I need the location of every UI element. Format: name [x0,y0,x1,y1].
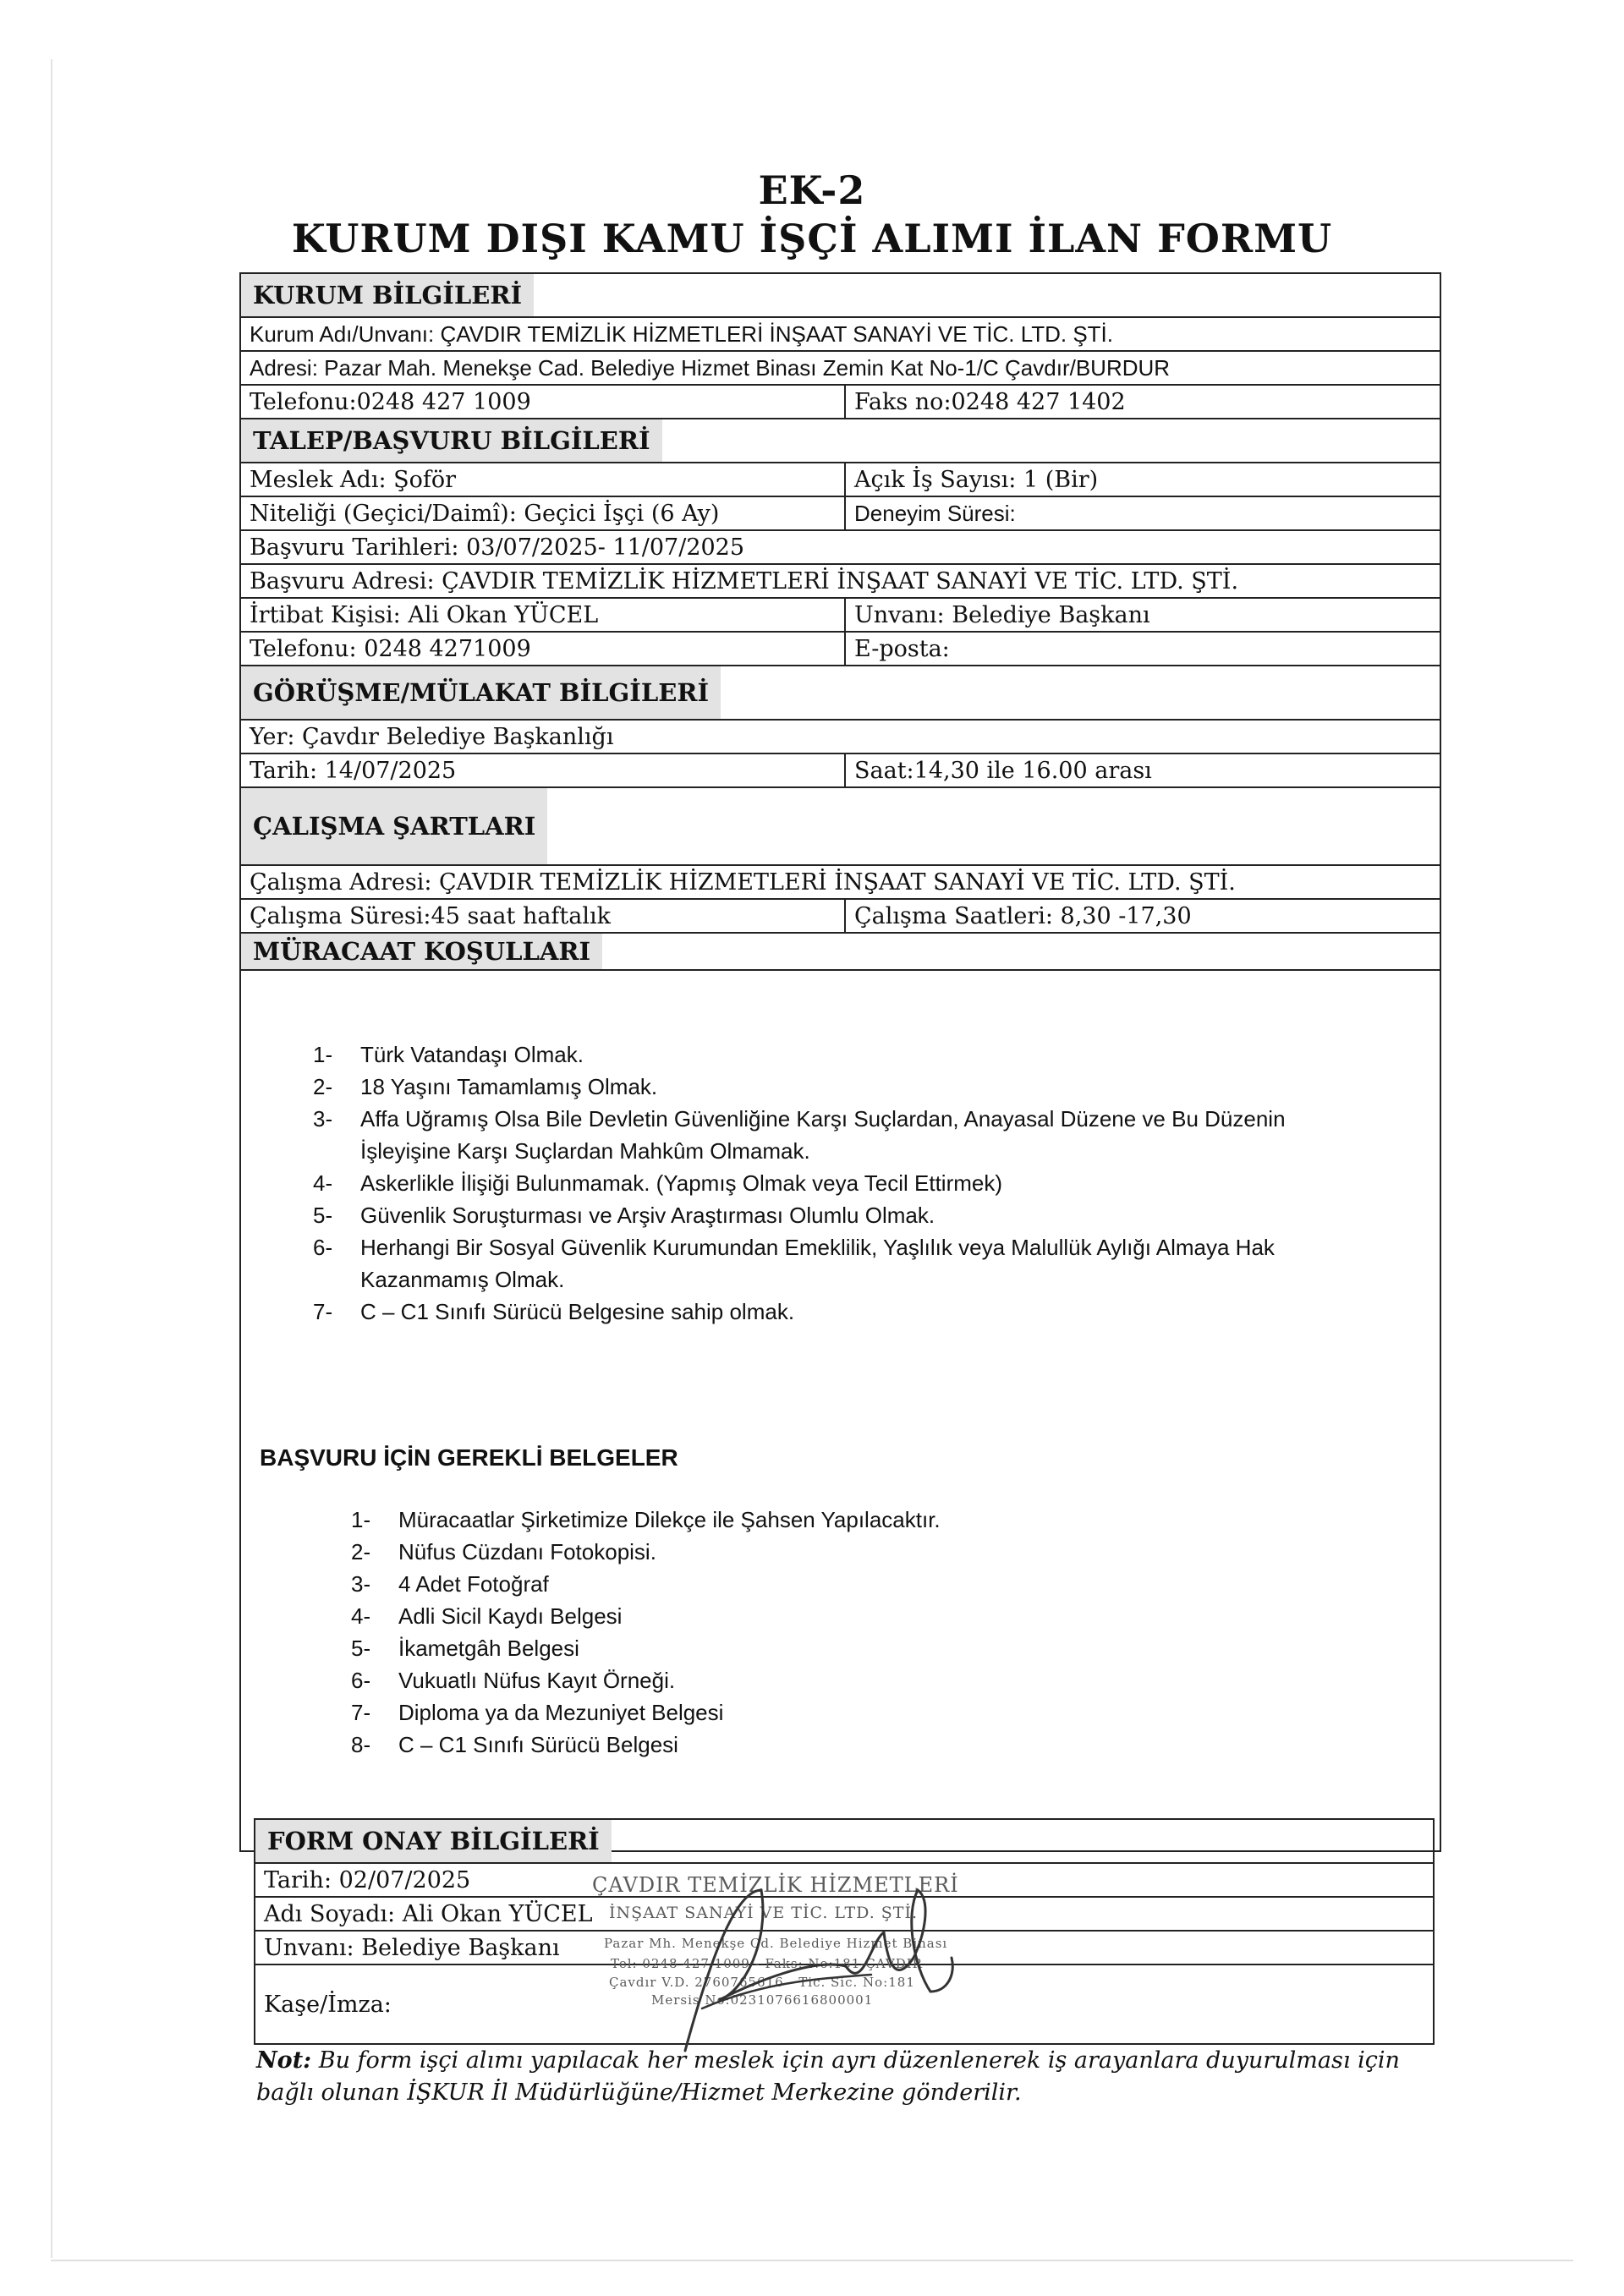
list-item [313,1199,1379,1231]
announcement-form [239,272,1441,1852]
item-text: Askerlikle İlişiği Bulunmamak. (Yapmış Olmak veya Tecil Ettirmek) [360,1170,1003,1196]
list-item [313,1103,1379,1167]
form-row [241,900,1440,934]
form-row [255,1932,1433,1965]
institution-phone: Telefonu:0248 427 1009 [241,386,846,418]
list-item [313,1038,1379,1071]
section-title: TALEP/BAŞVURU BİLGİLERİ [241,419,662,462]
form-row [241,497,1440,531]
section-header-interview [241,666,1440,721]
footer-note [256,2045,1432,2109]
institution-fax: Faks no:0248 427 1402 [854,388,1126,415]
list-item [351,1632,1281,1664]
item-text: Nüfus Cüzdanı Fotokopisi. [398,1539,656,1564]
institution-name: Kurum Adı/Unvanı: ÇAVDIR TEMİZLİK HİZMETLERİ İNŞAAT SANAYİ VE TİC. LTD. ŞTİ. [250,321,1113,347]
item-text: Adli Sicil Kaydı Belgesi [398,1603,623,1629]
list-item [351,1664,1281,1696]
stamp-line: İNŞAAT SANAYİ VE TİC. LTD. ŞTİ. [609,1904,919,1922]
profession: Meslek Adı: Şoför [241,463,846,496]
item-text: 4 Adet Fotoğraf [398,1571,549,1597]
documents-heading: BAŞVURU İÇİN GEREKLİ BELGELER [260,1444,678,1471]
contact-email: E-posta: [854,635,950,662]
stamp-line: ÇAVDIR TEMİZLİK HİZMETLERİ [592,1873,959,1897]
form-row [241,866,1440,900]
stamp-line: Tel: 0248 427 1009 - Faks: No:181-ÇAVDIR [611,1956,923,1971]
experience-duration: Deneyim Süresi: [854,500,1016,526]
conditions-list [313,1038,1379,1328]
form-row [241,531,1440,565]
work-duration: Çalışma Süresi:45 saat haftalık [241,900,846,932]
list-item [313,1167,1379,1199]
list-item [351,1568,1281,1600]
item-number: 7- [313,1299,333,1324]
item-text: Diploma ya da Mezuniyet Belgesi [398,1700,724,1725]
form-row [241,721,1440,754]
section-header-institution [241,274,1440,318]
work-address: Çalışma Adresi: ÇAVDIR TEMİZLİK HİZMETLERİ İNŞAAT SANAYİ VE TİC. LTD. ŞTİ. [250,869,1236,896]
form-row [255,1864,1433,1898]
stamp-line: Mersis No:0231076616800001 [651,1992,874,2008]
item-number: 3- [313,1106,333,1132]
list-item [351,1600,1281,1632]
item-number: 6- [313,1235,333,1260]
list-item [313,1231,1379,1296]
item-text: C – C1 Sınıfı Sürücü Belgesine sahip olmak. [360,1299,795,1324]
item-text: Herhangi Bir Sosyal Güvenlik Kurumundan Emeklilik, Yaşlılık veya Malullük Aylığı Almaya Hak Kazanmamış Olmak. [360,1235,1275,1292]
section-header-conditions [241,934,1440,971]
contact-person: İrtibat Kişisi: Ali Okan YÜCEL [241,599,846,631]
scan-edge-line [51,59,52,2258]
open-positions: Açık İş Sayısı: 1 (Bir) [854,466,1099,493]
job-nature: Niteliği (Geçici/Daimî): Geçici İşçi (6 Ay) [241,497,846,529]
work-hours: Çalışma Saatleri: 8,30 -17,30 [854,902,1192,929]
interview-place: Yer: Çavdır Belediye Başkanlığı [250,723,614,750]
form-row [241,352,1440,386]
institution-address: Adresi: Pazar Mah. Menekşe Cad. Belediye Hizmet Binası Zemin Kat No-1/C Çavdır/BURDUR [250,354,1171,381]
note-label: Not: [256,2047,312,2074]
stamp-line: Pazar Mh. Menekşe Cd. Belediye Hizmet Binası [604,1936,948,1951]
form-row [255,1965,1433,2043]
item-number: 1- [313,1042,333,1067]
item-number: 4- [351,1603,371,1629]
item-number: 8- [351,1732,371,1757]
item-number: 5- [351,1636,371,1661]
item-text: Müracaatlar Şirketimize Dilekçe ile Şahsen Yapılacaktır. [398,1507,941,1532]
section-title: ÇALIŞMA ŞARTLARI [241,788,547,864]
scan-bottom-line [51,2260,1573,2261]
section-title: MÜRACAAT KOŞULLARI [241,934,602,969]
form-row [241,386,1440,419]
list-item [351,1729,1281,1761]
approval-table [254,1818,1435,2045]
note-text: Bu form işçi alımı yapılacak her meslek için ayrı düzenlenerek iş arayanlara duyurulması için bağlı olunan İŞKUR İl Müdürlüğüne/Hizmet Merkezine gönderilir. [256,2047,1400,2106]
list-item [313,1071,1379,1103]
item-number: 3- [351,1571,371,1597]
list-item [351,1696,1281,1729]
form-row [241,599,1440,633]
section-header-application [241,419,1440,463]
form-row [241,633,1440,666]
stamp-line: Çavdır V.D. 2760765616 - Tic. Sic. No:181 [609,1975,915,1990]
item-number: 2- [313,1074,333,1099]
contact-title: Unvanı: Belediye Başkanı [854,601,1150,628]
section-header-approval [255,1820,1433,1864]
item-number: 4- [313,1170,333,1196]
section-header-work [241,788,1440,866]
form-row [241,318,1440,352]
list-item [351,1504,1281,1536]
list-item [313,1296,1379,1328]
section-title: GÖRÜŞME/MÜLAKAT BİLGİLERİ [241,666,721,719]
form-row [241,463,1440,497]
form-row [241,565,1440,599]
application-address: Başvuru Adresi: ÇAVDIR TEMİZLİK HİZMETLERİ İNŞAAT SANAYİ VE TİC. LTD. ŞTİ. [250,567,1239,595]
item-text: Güvenlik Soruşturması ve Arşiv Araştırması Olumlu Olmak. [360,1203,935,1228]
list-item [351,1536,1281,1568]
contact-phone: Telefonu: 0248 4271009 [241,633,846,665]
item-number: 2- [351,1539,371,1564]
approval-title: Unvanı: Belediye Başkanı [264,1934,560,1961]
interview-date: Tarih: 14/07/2025 [241,754,846,786]
item-text: Vukuatlı Nüfus Kayıt Örneği. [398,1668,676,1693]
section-title: FORM ONAY BİLGİLERİ [255,1820,612,1862]
stamp-signature-label: Kaşe/İmza: [264,1991,392,2018]
section-title: KURUM BİLGİLERİ [241,274,534,316]
form-code: EK-2 [758,167,866,213]
application-dates: Başvuru Tarihleri: 03/07/2025- 11/07/2025 [250,534,745,561]
interview-time: Saat:14,30 ile 16.00 arası [854,757,1152,784]
conditions-body [241,971,1440,1850]
item-text: C – C1 Sınıfı Sürücü Belgesi [398,1732,678,1757]
item-text: İkametgâh Belgesi [398,1636,579,1661]
item-number: 1- [351,1507,371,1532]
item-text: Affa Uğramış Olsa Bile Devletin Güvenliğine Karşı Suçlardan, Anayasal Düzene ve Bu Düzenin İşleyişine Karşı Suçlardan Mahkûm Olmamak. [360,1106,1286,1164]
form-row [241,754,1440,788]
form-row [255,1898,1433,1932]
item-number: 6- [351,1668,371,1693]
item-text: 18 Yaşını Tamamlamış Olmak. [360,1074,658,1099]
item-number: 7- [351,1700,371,1725]
form-title: KURUM DIŞI KAMU İŞÇİ ALIMI İLAN FORMU [291,216,1333,261]
approval-name: Adı Soyadı: Ali Okan YÜCEL [264,1900,593,1927]
item-number: 5- [313,1203,333,1228]
documents-list [351,1504,1281,1761]
item-text: Türk Vatandaşı Olmak. [360,1042,584,1067]
approval-date: Tarih: 02/07/2025 [264,1866,471,1893]
